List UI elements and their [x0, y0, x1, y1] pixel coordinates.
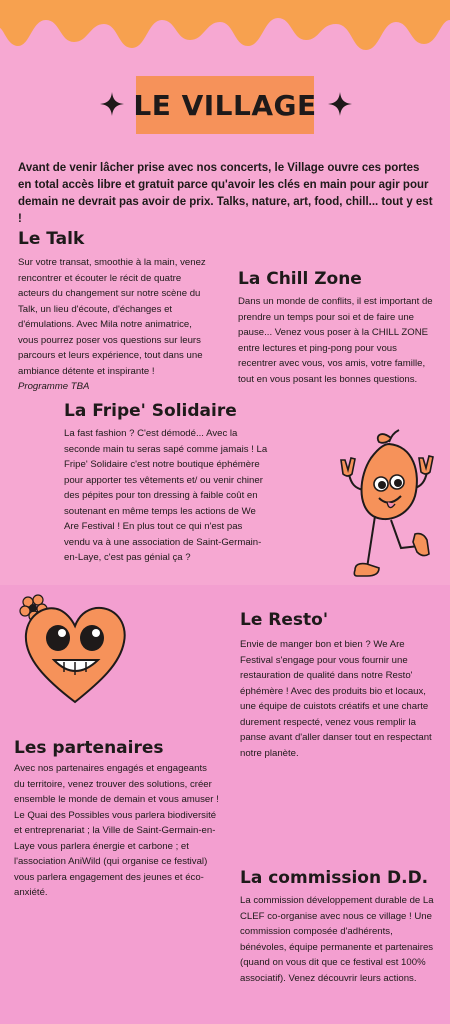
sparkle-icon: [328, 92, 352, 116]
section-title-partenaires: Les partenaires: [14, 738, 164, 758]
page-title-box: [133, 76, 317, 134]
section-body-partenaires: Avec nos partenaires engagés et engageants du territoire, venez trouver des solutions, créer ensemble le monde de demain et vous amuser ! Le Quai des Possibles vous parlera biodiversité et entreprenariat ; la Ville de Saint-Germain-en-Laye vous parlera énergie et carbone ; et l'association AniWild (qui organise ce festival) vous parlera engagement des jeunes et éco-anxiété.: [14, 763, 219, 898]
page-header: [0, 76, 450, 136]
section-body-resto: Envie de manger bon et bien ? We Are Festival s'engage pour vous fournir une restauration de qualité dans notre Resto' éphémère ! Avec des produits bio et locaux, une équipe de cuistots créatifs et une charte durement respecté, venez vous remplir la panse avant d'aller danser tout en respectant notre planète.: [240, 639, 432, 759]
section-title-chill: La Chill Zone: [238, 269, 362, 289]
section-note-talk: Programme TBA: [18, 381, 90, 392]
section-title-commission: La commission D.D.: [240, 868, 429, 888]
section-title-talk: Le Talk: [18, 229, 85, 249]
section-title-fripe: La Fripe' Solidaire: [64, 401, 237, 421]
section-body-fripe: La fast fashion ? C'est démodé... Avec la seconde main tu seras sapé comme jamais ! La Fripe' Solidaire c'est notre boutique éphémère pour apporter tes vêtements et/ ou venir chiner des pépites pour ton dressing à faible coût en soutenant en même temps les actions de We Are Festival ! En plus tout ce qui n'est pas vendu va à une association de Saint-Germain-en-Laye, c'est pas génial ça ?: [64, 428, 268, 563]
section-body-commission: La commission développement durable de La CLEF co-organise avec nous ce village ! Une commission composée d'adhérents, bénévoles, équipe permanente et partenaires (quand on vous dit que ce festival est 100% associatif). Venez découvrir leurs actions.: [240, 895, 434, 984]
page-title: LE VILLAGE: [133, 88, 317, 122]
intro-text: Avant de venir lâcher prise avec nos concerts, le Village ouvre ces portes en total accès libre et gratuit parce qu'avoir les clés en main pour agir pour demain ne devrait pas avoir de prix. Talks, nature, art, food, chill... tout y est !: [18, 162, 433, 225]
section-title-resto: Le Resto': [240, 610, 329, 630]
section-body-talk: Sur votre transat, smoothie à la main, venez rencontrer et écouter le récit de quatre acteurs du changement sur notre scène du Talk, un lieu d'écoute, d'échanges et d'émulations. Avec Mila notre animatrice, vous pourrez poser vos questions sur leurs parcours et leurs expérience, tout dans une ambiance détente et inspirante !: [18, 257, 206, 377]
drip-decoration: [0, 0, 450, 62]
section-talk: [18, 255, 214, 395]
section-body-chill: Dans un monde de conflits, il est important de prendre un temps pour soi et de faire une pause... Venez vous poser à la CHILL ZONE entre lectures et ping-pong pour vous recentrer avec vous, vos amis, votre famille, tout en vous posant les bonnes questions.: [238, 296, 433, 385]
sparkle-icon: [100, 92, 124, 116]
lemon-mascot-illustration: [335, 428, 435, 580]
heart-mascot-illustration: [16, 592, 134, 706]
